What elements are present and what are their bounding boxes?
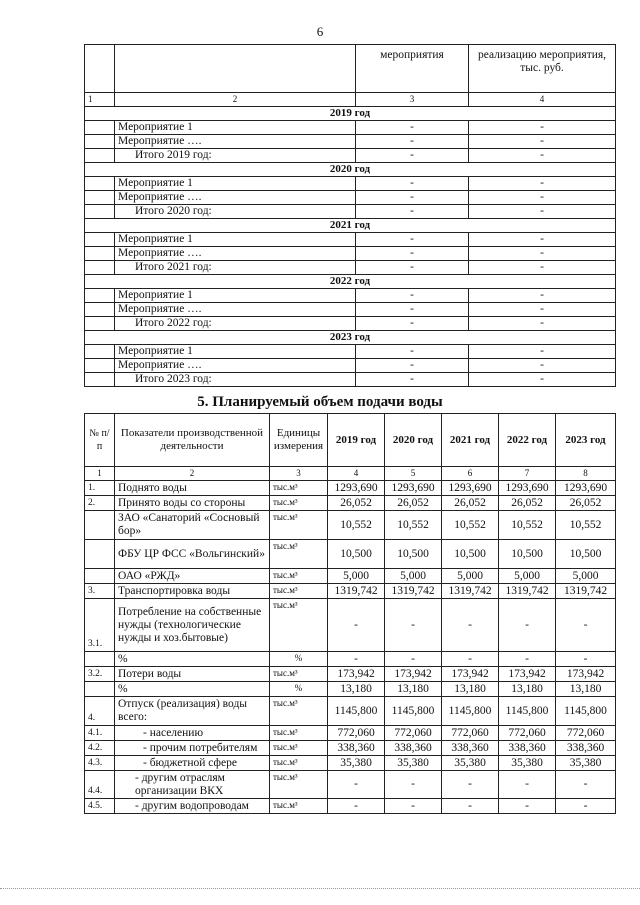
value-cell: - [469,205,616,219]
table-header-row [85,414,616,467]
value-cell: 338,360 [328,741,385,756]
page-bottom-rule [0,888,640,889]
table-row [85,177,616,191]
measure-name: Мероприятие …. [115,303,356,317]
value-cell: 35,380 [442,756,499,771]
indicator-name: - населению [115,726,270,741]
index-cell: 1 [85,467,115,481]
value-cell: 10,500 [328,540,385,569]
value-cell: 338,360 [556,741,616,756]
row-number: 4.3. [85,756,115,771]
value-cell: 10,500 [442,540,499,569]
table-row [85,303,616,317]
value-cell: 1319,742 [385,584,442,599]
value-cell: 1319,742 [499,584,556,599]
table-row [85,569,616,584]
table-row [85,771,616,799]
year-heading: 2021 год [85,219,616,233]
year-group-row [85,275,616,289]
table-row [85,289,616,303]
value-cell: 35,380 [328,756,385,771]
index-cell: 4 [328,467,385,481]
table-header-row [85,45,616,93]
indicator-name: % [115,652,270,667]
value-cell: - [356,233,469,247]
row-number: 3.1. [85,599,115,652]
page-number: 6 [316,24,324,39]
measure-name: Итого 2020 год: [115,205,356,219]
value-cell: - [469,345,616,359]
unit-cell: тыс.м³ [270,667,328,682]
value-cell: 173,942 [442,667,499,682]
measure-name: Итого 2022 год: [115,317,356,331]
value-cell: - [499,799,556,814]
value-cell: 10,500 [385,540,442,569]
unit-cell: тыс.м³ [270,481,328,496]
year-group-row [85,331,616,345]
value-cell: 1145,800 [556,697,616,726]
indicator-name: Отпуск (реализация) воды всего: [115,697,270,726]
table-row [85,584,616,599]
value-cell: - [356,359,469,373]
unit-cell: тыс.м³ [270,511,328,540]
value-cell: - [328,652,385,667]
index-row [85,467,616,481]
value-cell: 338,360 [385,741,442,756]
value-cell: - [469,247,616,261]
value-cell: 10,552 [328,511,385,540]
value-cell: 5,000 [442,569,499,584]
row-number: 1. [85,481,115,496]
measure-name: Мероприятие …. [115,135,356,149]
header-number: № п/п [85,414,115,467]
value-cell: 772,060 [385,726,442,741]
value-cell: 26,052 [385,496,442,511]
index-cell: 1 [85,93,115,107]
year-heading: 2019 год [85,107,616,121]
value-cell: 35,380 [385,756,442,771]
table-row [85,652,616,667]
unit-cell: тыс.м³ [270,697,328,726]
value-cell: - [356,317,469,331]
value-cell: 173,942 [385,667,442,682]
indicator-name: Поднято воды [115,481,270,496]
column-header-cost: реализацию мероприятия, тыс. руб. [469,45,616,93]
value-cell: - [385,799,442,814]
value-cell: - [356,247,469,261]
table-row [85,741,616,756]
header-year: 2022 год [499,414,556,467]
value-cell: - [469,121,616,135]
table-row [85,511,616,540]
indicator-name: ФБУ ЦР ФСС «Вольгинский» [115,540,270,569]
value-cell: - [385,771,442,799]
measure-name: Итого 2019 год: [115,149,356,163]
table-row [85,599,616,652]
value-cell: - [385,652,442,667]
unit-cell: тыс.м³ [270,540,328,569]
value-cell: - [469,289,616,303]
table-row [85,247,616,261]
value-cell: - [469,149,616,163]
value-cell: 772,060 [556,726,616,741]
value-cell: - [556,652,616,667]
value-cell: 10,552 [556,511,616,540]
table-row [85,191,616,205]
year-group-row [85,219,616,233]
value-cell: 1319,742 [442,584,499,599]
table-row [85,481,616,496]
unit-cell: тыс.м³ [270,584,328,599]
indicator-name: - другим отраслям организации ВКХ [115,771,270,799]
value-cell: - [556,799,616,814]
value-cell: 1145,800 [385,697,442,726]
measure-name: Мероприятие 1 [115,177,356,191]
value-cell: - [469,233,616,247]
value-cell: - [556,771,616,799]
column-header-measures: мероприятия [356,45,469,93]
value-cell: 13,180 [499,682,556,697]
value-cell: - [499,599,556,652]
index-cell: 4 [469,93,616,107]
value-cell: 5,000 [328,569,385,584]
row-number [85,511,115,540]
value-cell: 173,942 [328,667,385,682]
measure-name: Мероприятие 1 [115,233,356,247]
row-number: 3. [85,584,115,599]
row-number [85,652,115,667]
value-cell: 13,180 [328,682,385,697]
index-cell: 8 [556,467,616,481]
value-cell: 1293,690 [328,481,385,496]
value-cell: - [442,599,499,652]
unit-cell: тыс.м³ [270,799,328,814]
value-cell: - [499,652,556,667]
row-number: 4.4. [85,771,115,799]
table-row [85,149,616,163]
value-cell: - [442,652,499,667]
indicator-name: - другим водопроводам [115,799,270,814]
indicator-name: Потребление на собственные нужды (технологические нужды и хоз.бытовые) [115,599,270,652]
table-row [85,756,616,771]
value-cell: - [356,303,469,317]
indicator-name: Потери воды [115,667,270,682]
indicator-name: Принято воды со стороны [115,496,270,511]
measure-name: Мероприятие …. [115,247,356,261]
table-row [85,205,616,219]
table-row [85,317,616,331]
value-cell: 26,052 [556,496,616,511]
value-cell: - [469,317,616,331]
indicator-name: % [115,682,270,697]
value-cell: 13,180 [385,682,442,697]
index-cell: 2 [115,467,270,481]
value-cell: - [442,799,499,814]
value-cell: 1319,742 [328,584,385,599]
value-cell: 1145,800 [442,697,499,726]
year-heading: 2022 год [85,275,616,289]
header-units: Единицы измерения [270,414,328,467]
value-cell: - [356,121,469,135]
value-cell: - [356,205,469,219]
value-cell: - [469,303,616,317]
value-cell: 173,942 [556,667,616,682]
value-cell: - [356,289,469,303]
table-row [85,540,616,569]
header-year: 2020 год [385,414,442,467]
value-cell: 35,380 [556,756,616,771]
unit-cell: % [270,652,328,667]
table-row [85,682,616,697]
unit-cell: тыс.м³ [270,726,328,741]
index-cell: 3 [270,467,328,481]
value-cell: - [469,261,616,275]
value-cell: 338,360 [499,741,556,756]
table-row [85,359,616,373]
value-cell: 5,000 [499,569,556,584]
unit-cell: тыс.м³ [270,756,328,771]
table-row [85,667,616,682]
indicator-name: ЗАО «Санаторий «Сосновый бор» [115,511,270,540]
measures-financing-table [84,44,616,387]
value-cell: - [356,135,469,149]
value-cell: - [556,599,616,652]
value-cell: 13,180 [556,682,616,697]
value-cell: - [356,149,469,163]
indicator-name: Транспортировка воды [115,584,270,599]
row-number: 3.2. [85,667,115,682]
value-cell: 1145,800 [328,697,385,726]
measure-name: Мероприятие 1 [115,345,356,359]
unit-cell: тыс.м³ [270,741,328,756]
header-year: 2019 год [328,414,385,467]
value-cell: 5,000 [556,569,616,584]
value-cell: - [356,191,469,205]
value-cell: 1293,690 [556,481,616,496]
table-row [85,726,616,741]
index-row [85,93,616,107]
value-cell: 10,552 [442,511,499,540]
value-cell: - [385,599,442,652]
row-number: 2. [85,496,115,511]
value-cell: - [442,771,499,799]
value-cell: - [328,771,385,799]
index-cell: 3 [356,93,469,107]
row-number [85,540,115,569]
value-cell: - [499,771,556,799]
year-group-row [85,107,616,121]
value-cell: 1293,690 [385,481,442,496]
unit-cell: % [270,682,328,697]
value-cell: - [356,345,469,359]
section-title: 5. Планируемый объем подачи воды [197,394,443,410]
table-row [85,697,616,726]
measure-name: Мероприятие …. [115,191,356,205]
value-cell: 173,942 [499,667,556,682]
value-cell: 772,060 [499,726,556,741]
value-cell: 338,360 [442,741,499,756]
row-number: 4.1. [85,726,115,741]
indicator-name: - бюджетной сфере [115,756,270,771]
value-cell: - [328,799,385,814]
value-cell: 26,052 [499,496,556,511]
value-cell: 26,052 [328,496,385,511]
value-cell: 13,180 [442,682,499,697]
year-heading: 2020 год [85,163,616,177]
value-cell: 1145,800 [499,697,556,726]
value-cell: - [469,373,616,387]
table-row [85,233,616,247]
header-year: 2023 год [556,414,616,467]
value-cell: - [356,373,469,387]
value-cell: 35,380 [499,756,556,771]
year-heading: 2023 год [85,331,616,345]
value-cell: 1319,742 [556,584,616,599]
row-number: 4.2. [85,741,115,756]
table-row [85,261,616,275]
value-cell: 10,500 [556,540,616,569]
index-cell: 5 [385,467,442,481]
table-row [85,496,616,511]
header-indicators: Показатели производственной деятельности [115,414,270,467]
value-cell: - [328,599,385,652]
index-cell: 2 [115,93,356,107]
value-cell: 10,500 [499,540,556,569]
row-number [85,569,115,584]
value-cell: 26,052 [442,496,499,511]
unit-cell: тыс.м³ [270,569,328,584]
table-row [85,135,616,149]
table-row [85,373,616,387]
value-cell: - [469,191,616,205]
value-cell: 772,060 [328,726,385,741]
year-group-row [85,163,616,177]
value-cell: 10,552 [499,511,556,540]
measure-name: Мероприятие 1 [115,289,356,303]
unit-cell: тыс.м³ [270,771,328,799]
table-row [85,345,616,359]
index-cell: 7 [499,467,556,481]
water-supply-volume-table [84,413,616,814]
measure-name: Итого 2023 год: [115,373,356,387]
value-cell: 1293,690 [499,481,556,496]
unit-cell: тыс.м³ [270,599,328,652]
header-year: 2021 год [442,414,499,467]
measure-name: Итого 2021 год: [115,261,356,275]
table-row [85,799,616,814]
row-number [85,682,115,697]
value-cell: 5,000 [385,569,442,584]
value-cell: - [356,177,469,191]
indicator-name: ОАО «РЖД» [115,569,270,584]
row-number: 4.5. [85,799,115,814]
indicator-name: - прочим потребителям [115,741,270,756]
measure-name: Мероприятие 1 [115,121,356,135]
value-cell: 1293,690 [442,481,499,496]
index-cell: 6 [442,467,499,481]
row-number: 4. [85,697,115,726]
value-cell: 10,552 [385,511,442,540]
value-cell: - [469,135,616,149]
value-cell: - [356,261,469,275]
value-cell: - [469,177,616,191]
value-cell: 772,060 [442,726,499,741]
table-row [85,121,616,135]
value-cell: - [469,359,616,373]
unit-cell: тыс.м³ [270,496,328,511]
measure-name: Мероприятие …. [115,359,356,373]
